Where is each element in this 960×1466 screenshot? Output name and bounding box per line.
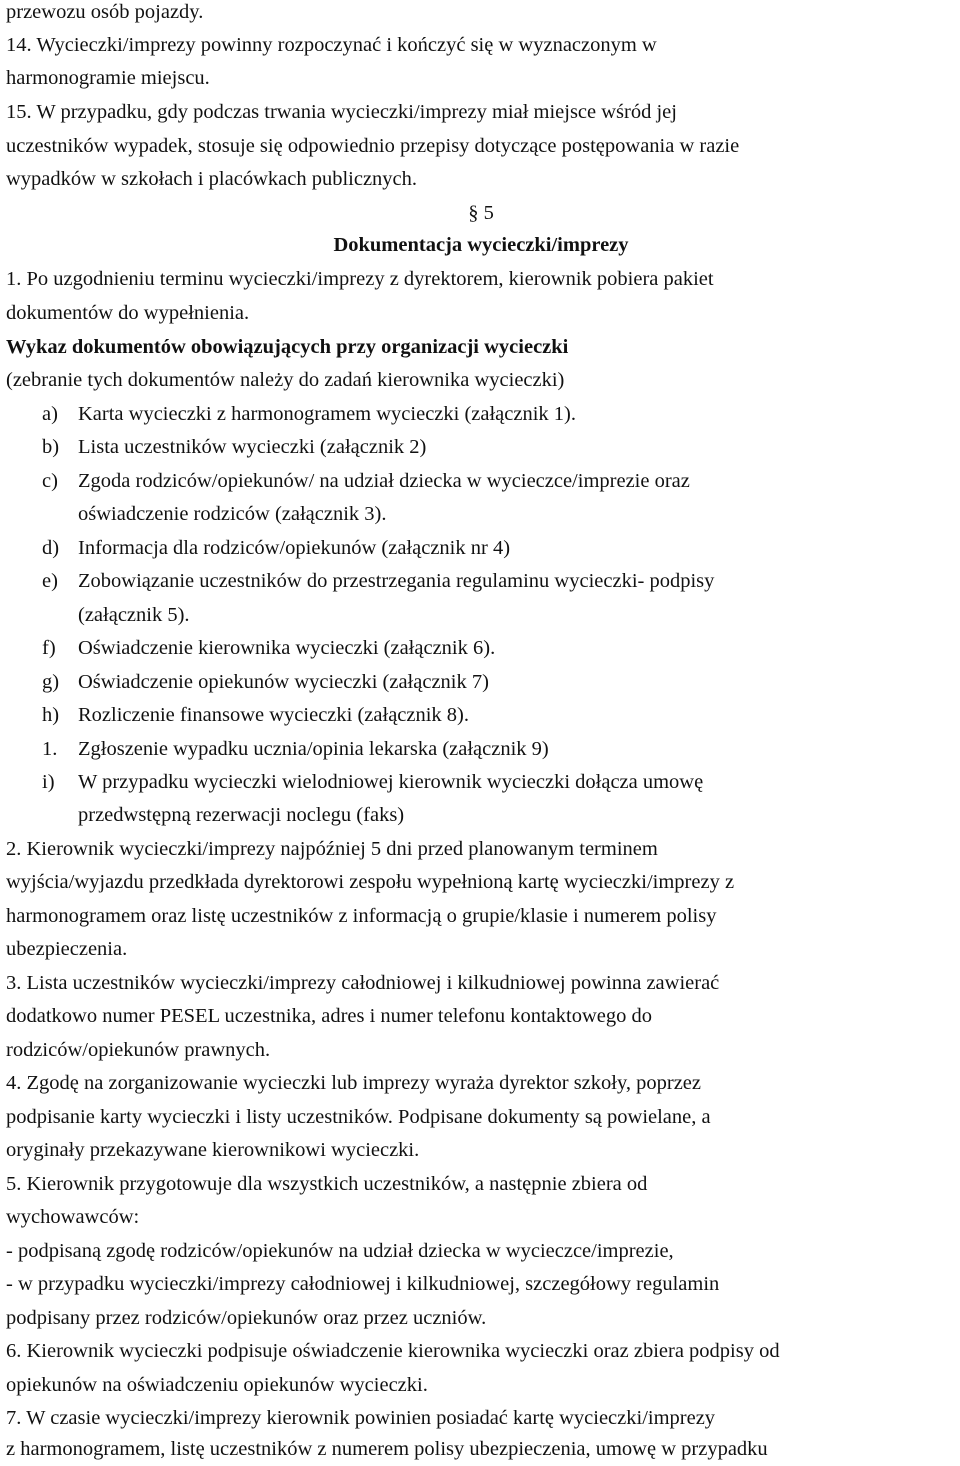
text-line: 3. Lista uczestników wycieczki/imprezy całodniowej i kilkudniowej powinna zawierać (6, 972, 720, 994)
text-line: dokumentów do wypełnienia. (6, 302, 250, 324)
list-item-text: W przypadku wycieczki wielodniowej kierownik wycieczki dołącza umowę (78, 771, 704, 793)
text-line: wyjścia/wyjazdu przedkłada dyrektorowi zespołu wypełnioną kartę wycieczki/imprezy z (6, 871, 735, 893)
section-number: § 5 (468, 202, 494, 224)
list-item-text: Karta wycieczki z harmonogramem wycieczki (załącznik 1). (78, 403, 577, 425)
text-line: wypadków w szkołach i placówkach publicznych. (6, 168, 418, 190)
list-item-label: c) (42, 470, 58, 492)
text-line: dodatkowo numer PESEL uczestnika, adres i numer telefonu kontaktowego do (6, 1005, 652, 1027)
text-line: uczestników wypadek, stosuje się odpowiednio przepisy dotyczące postępowania w razie (6, 135, 740, 157)
list-item-text: Informacja dla rodziców/opiekunów (załącznik nr 4) (78, 537, 511, 559)
list-item-label: i) (42, 771, 55, 793)
section-title: Dokumentacja wycieczki/imprezy (333, 234, 629, 256)
text-line: podpisany przez rodziców/opiekunów oraz przez uczniów. (6, 1307, 487, 1329)
list-item-text: Oświadczenie kierownika wycieczki (załącznik 6). (78, 637, 496, 659)
list-subheading: (zebranie tych dokumentów należy do zadań kierownika wycieczki) (6, 369, 565, 391)
text-line: 15. W przypadku, gdy podczas trwania wycieczki/imprezy miał miejsce wśród jej (6, 101, 677, 123)
text-line: ubezpieczenia. (6, 938, 128, 960)
list-item-label: b) (42, 436, 60, 458)
text-line: 5. Kierownik przygotowuje dla wszystkich uczestników, a następnie zbiera od (6, 1173, 648, 1195)
text-line: 7. W czasie wycieczki/imprezy kierownik powinien posiadać kartę wycieczki/imprezy (6, 1407, 716, 1429)
list-item-label: 1. (42, 738, 58, 760)
text-line: 4. Zgodę na zorganizowanie wycieczki lub imprezy wyraża dyrektor szkoły, poprzez (6, 1072, 702, 1094)
list-item-text: przedwstępną rezerwacji noclegu (faks) (78, 804, 405, 826)
text-line: harmonogramie miejscu. (6, 67, 210, 89)
text-line: - w przypadku wycieczki/imprezy całodniowej i kilkudniowej, szczegółowy regulamin (6, 1273, 720, 1295)
text-line: harmonogramem oraz listę uczestników z informacją o grupie/klasie i numerem polisy (6, 905, 717, 927)
list-item-label: d) (42, 537, 60, 559)
list-item-text: Zgoda rodziców/opiekunów/ na udział dziecka w wycieczce/imprezie oraz (78, 470, 690, 492)
text-line: 2. Kierownik wycieczki/imprezy najpóźniej 5 dni przed planowanym terminem (6, 838, 658, 860)
list-item-label: g) (42, 671, 60, 693)
text-line: - podpisaną zgodę rodziców/opiekunów na udział dziecka w wycieczce/imprezie, (6, 1240, 674, 1262)
list-item-label: e) (42, 570, 58, 592)
text-line: przewozu osób pojazdy. (6, 1, 204, 23)
text-line: rodziców/opiekunów prawnych. (6, 1039, 271, 1061)
text-line: wychowawców: (6, 1206, 140, 1228)
list-item-text: Oświadczenie opiekunów wycieczki (załącznik 7) (78, 671, 489, 693)
text-line: z harmonogramem, listę uczestników z numerem polisy ubezpieczenia, umowę w przypadku (6, 1438, 768, 1460)
list-item-text: Lista uczestników wycieczki (załącznik 2) (78, 436, 427, 458)
list-heading: Wykaz dokumentów obowiązujących przy organizacji wycieczki (6, 336, 569, 358)
text-line: oryginały przekazywane kierownikowi wycieczki. (6, 1139, 420, 1161)
list-item-text: oświadczenie rodziców (załącznik 3). (78, 503, 387, 525)
list-item-label: h) (42, 704, 60, 726)
list-item-text: Rozliczenie finansowe wycieczki (załącznik 8). (78, 704, 470, 726)
list-item-text: (załącznik 5). (78, 604, 190, 626)
list-item-label: f) (42, 637, 56, 659)
text-line: 14. Wycieczki/imprezy powinny rozpoczynać i kończyć się w wyznaczonym w (6, 34, 657, 56)
list-item-text: Zobowiązanie uczestników do przestrzegania regulaminu wycieczki- podpisy (78, 570, 715, 592)
text-line: 1. Po uzgodnieniu terminu wycieczki/imprezy z dyrektorem, kierownik pobiera pakiet (6, 268, 714, 290)
list-item-label: a) (42, 403, 58, 425)
text-line: 6. Kierownik wycieczki podpisuje oświadczenie kierownika wycieczki oraz zbiera podpisy od (6, 1340, 780, 1362)
text-line: podpisanie karty wycieczki i listy uczestników. Podpisane dokumenty są powielane, a (6, 1106, 711, 1128)
list-item-text: Zgłoszenie wypadku ucznia/opinia lekarska (załącznik 9) (78, 738, 549, 760)
text-line: opiekunów na oświadczeniu opiekunów wycieczki. (6, 1374, 428, 1396)
